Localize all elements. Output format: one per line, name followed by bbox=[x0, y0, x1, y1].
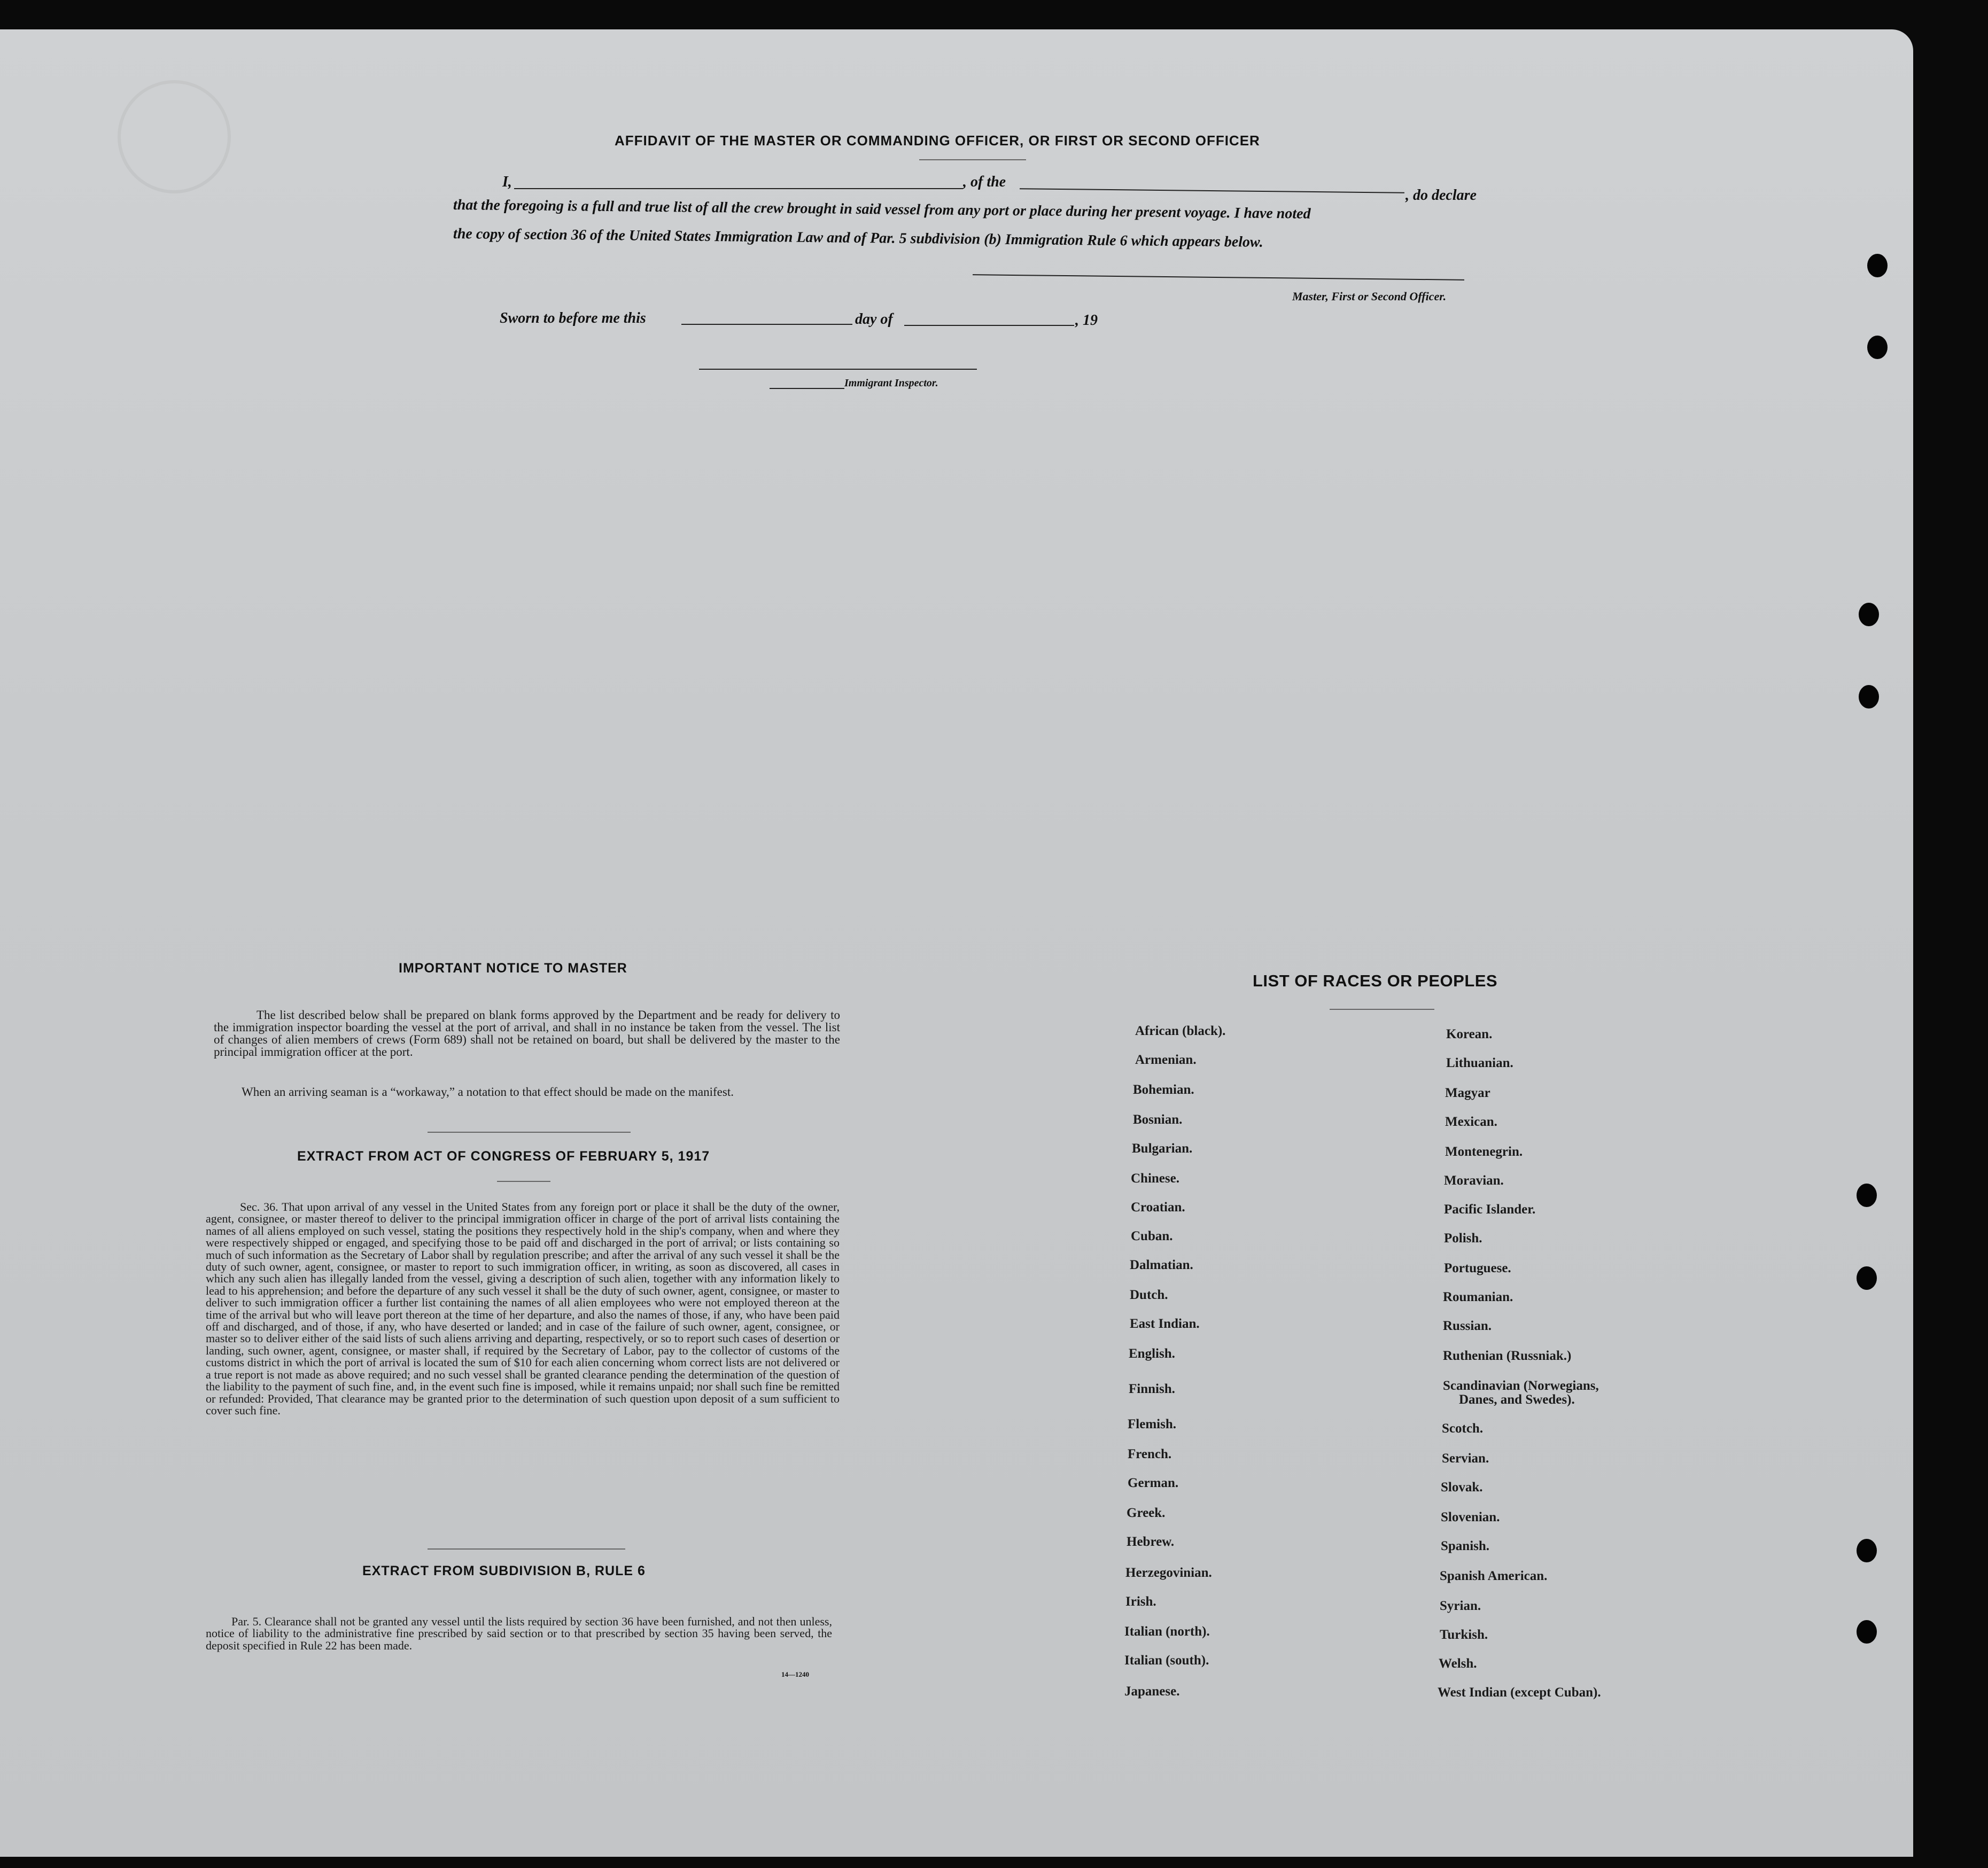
divider bbox=[428, 1132, 631, 1133]
race-item: Portuguese. bbox=[1444, 1261, 1511, 1275]
race-item: Lithuanian. bbox=[1446, 1056, 1513, 1070]
race-item: Turkish. bbox=[1440, 1628, 1488, 1642]
race-item: African (black). bbox=[1135, 1024, 1226, 1038]
race-item: Mexican. bbox=[1445, 1115, 1497, 1129]
inspector-label: Immigrant Inspector. bbox=[844, 377, 938, 389]
affidavit-line-2: that the foregoing is a full and true list of all the crew brought in said vessel from any port or place during her present voyage. I have noted bbox=[453, 197, 1311, 222]
affidavit-of-the: , of the bbox=[963, 174, 1006, 190]
punch-hole bbox=[1859, 603, 1879, 626]
races-title: LIST OF RACES OR PEOPLES bbox=[1253, 971, 1498, 990]
race-item: Bosnian. bbox=[1133, 1112, 1183, 1127]
race-item: Herzegovinian. bbox=[1125, 1566, 1212, 1580]
race-item: Bohemian. bbox=[1133, 1083, 1194, 1097]
notice-paragraph-2: When an arriving seaman is a “workaway,” a notation to that effect should be made on the manifest. bbox=[242, 1085, 734, 1099]
race-item: French. bbox=[1128, 1447, 1172, 1461]
affidavit-i-label: I, bbox=[502, 174, 512, 190]
race-item: Roumanian. bbox=[1443, 1290, 1513, 1304]
race-item: Montenegrin. bbox=[1445, 1145, 1523, 1159]
race-item: Italian (north). bbox=[1124, 1624, 1210, 1639]
inspector-signature-field[interactable] bbox=[699, 369, 977, 370]
race-item: Hebrew. bbox=[1127, 1535, 1175, 1549]
divider bbox=[497, 1181, 550, 1182]
race-item: Syrian. bbox=[1440, 1599, 1481, 1613]
race-item: Spanish. bbox=[1441, 1539, 1490, 1553]
year-label: , 19 bbox=[1075, 312, 1098, 329]
master-name-field[interactable] bbox=[514, 188, 963, 189]
race-item: Dutch. bbox=[1130, 1288, 1168, 1302]
race-item: Chinese. bbox=[1131, 1171, 1179, 1186]
punch-hole bbox=[1857, 1539, 1877, 1562]
document-sheet bbox=[0, 29, 1913, 1857]
race-item: Moravian. bbox=[1444, 1173, 1504, 1188]
race-item: West Indian (except Cuban). bbox=[1438, 1685, 1601, 1700]
divider bbox=[919, 159, 1026, 160]
sworn-month-field[interactable] bbox=[904, 325, 1074, 326]
race-item: Dalmatian. bbox=[1130, 1258, 1193, 1272]
divider bbox=[1330, 1009, 1434, 1010]
race-item: Greek. bbox=[1127, 1506, 1166, 1520]
inspector-underline bbox=[770, 388, 844, 389]
affidavit-line-3: the copy of section 36 of the United States Immigration Law and of Par. 5 subdivision (b) Immigration Rule 6 which appears below. bbox=[453, 225, 1263, 251]
affidavit-do-declare: , do declare bbox=[1405, 187, 1477, 204]
race-item: Welsh. bbox=[1439, 1656, 1477, 1671]
race-item: Cuban. bbox=[1131, 1229, 1173, 1243]
day-of-label: day of bbox=[855, 311, 893, 328]
race-item: Irish. bbox=[1125, 1594, 1156, 1609]
punch-hole bbox=[1857, 1266, 1877, 1290]
race-item: Polish. bbox=[1444, 1231, 1482, 1246]
rule-extract-body: Par. 5. Clearance shall not be granted any vessel until the lists required by section 36 have been furnished, and not then unless, notice of liability to the administrative fine prescribed by said section or to that prescribed by section 35 having been served, the deposit specified in Rule 22 has been made. bbox=[206, 1615, 832, 1652]
sworn-day-field[interactable] bbox=[681, 324, 852, 325]
race-item: Russian. bbox=[1443, 1319, 1492, 1333]
race-item: Flemish. bbox=[1128, 1417, 1176, 1431]
race-item: Danes, and Swedes). bbox=[1459, 1392, 1575, 1407]
punch-hole bbox=[1857, 1184, 1877, 1207]
race-item: German. bbox=[1128, 1476, 1179, 1490]
race-item: Scotch. bbox=[1442, 1421, 1484, 1436]
race-item: Croatian. bbox=[1131, 1200, 1185, 1215]
punch-hole bbox=[1867, 254, 1888, 277]
sworn-label: Sworn to before me this bbox=[500, 310, 646, 326]
affidavit-title: AFFIDAVIT OF THE MASTER OR COMMANDING OFFICER, OR FIRST OR SECOND OFFICER bbox=[615, 133, 1260, 149]
race-item: Bulgarian. bbox=[1132, 1141, 1193, 1156]
race-item: Magyar bbox=[1445, 1086, 1490, 1100]
race-item: Ruthenian (Russniak.) bbox=[1443, 1349, 1572, 1363]
race-item: Pacific Islander. bbox=[1444, 1202, 1536, 1217]
race-item: Japanese. bbox=[1124, 1684, 1180, 1699]
punch-hole bbox=[1859, 685, 1879, 709]
race-item: Korean. bbox=[1446, 1027, 1493, 1041]
race-item: Spanish American. bbox=[1440, 1569, 1548, 1583]
rule-extract-title: EXTRACT FROM SUBDIVISION B, RULE 6 bbox=[362, 1563, 646, 1578]
divider bbox=[428, 1548, 625, 1550]
act-extract-body: Sec. 36. That upon arrival of any vessel in the United States from any foreign port or place it shall be the duty of the owner, agent, consignee, or master thereof to deliver to the principal immigration officer in charge of the port of arrival lists containing the names of all aliens employed on such vessel, stating the positions they respectively hold in the ship's company, when and where they were respectively shipped or engaged, and specifying those to be paid off and discharged in the port of arrival; or lists containing so much of such information as the Secretary of Labor shall by regulation prescribe; and after the arrival of any such vessel it shall be the duty of such owner, agent, consignee, or master to report to such immigration officer, in writing, as soon as discovered, all cases in which any such alien has illegally landed from the vessel, giving a description of such alien, together with any information likely to lead to his apprehension; and before the departure of any such vessel it shall be the duty of such owner, agent, consignee, or master to deliver to such immigration officer a further list containing the names of all alien employees who were not employed thereon at the time of the arrival but who will leave port thereon at the time of her departure, and also the names of those, if any, who have been paid off and discharged, and of those, if any, who have deserted or landed; and in case of the failure of such owner, agent, consignee, or master so to deliver either of the said lists of such aliens arriving and departing, respectively, or so to report such cases of desertion or landing, such owner, agent, consignee, or master shall, if required by the Secretary of Labor, pay to the collector of customs of the customs district in which the port of arrival is located the sum of $10 for each alien concerning whom correct lists are not delivered or a true report is not made as above required; and no such vessel shall be granted clearance pending the determination of the question of the liability to the payment of such fine, and, in the event such fine is imposed, while it remains unpaid; nor shall such fine be remitted or refunded: Provided, That clearance may be granted prior to the determination of such question upon deposit of a sum sufficient to cover such fine. bbox=[206, 1200, 840, 1417]
punch-hole bbox=[1857, 1620, 1877, 1644]
signature-label: Master, First or Second Officer. bbox=[1292, 290, 1447, 303]
punch-hole bbox=[1867, 336, 1888, 359]
race-item: Slovak. bbox=[1441, 1480, 1483, 1495]
race-item: English. bbox=[1129, 1346, 1175, 1361]
notice-title: IMPORTANT NOTICE TO MASTER bbox=[399, 961, 627, 976]
race-item: Finnish. bbox=[1129, 1382, 1175, 1396]
act-extract-title: EXTRACT FROM ACT OF CONGRESS OF FEBRUARY 5, 1917 bbox=[297, 1149, 710, 1164]
form-number: 14—1240 bbox=[781, 1670, 809, 1678]
race-item: Scandinavian (Norwegians, bbox=[1443, 1379, 1599, 1393]
race-item: East Indian. bbox=[1130, 1317, 1200, 1331]
notice-paragraph-1: The list described below shall be prepared on blank forms approved by the Department and be ready for delivery to the immigration inspector boarding the vessel at the port of arrival, and shall in no instance be taken from the vessel. The list of changes of alien members of crews (Form 689) shall not be retained on board, but shall be delivered by the master to the principal immigration officer at the port. bbox=[214, 1008, 840, 1058]
race-item: Slovenian. bbox=[1441, 1510, 1500, 1524]
race-item: Armenian. bbox=[1135, 1053, 1197, 1067]
watermark-seal bbox=[118, 80, 231, 193]
race-item: Italian (south). bbox=[1124, 1653, 1209, 1668]
race-item: Servian. bbox=[1442, 1451, 1489, 1466]
